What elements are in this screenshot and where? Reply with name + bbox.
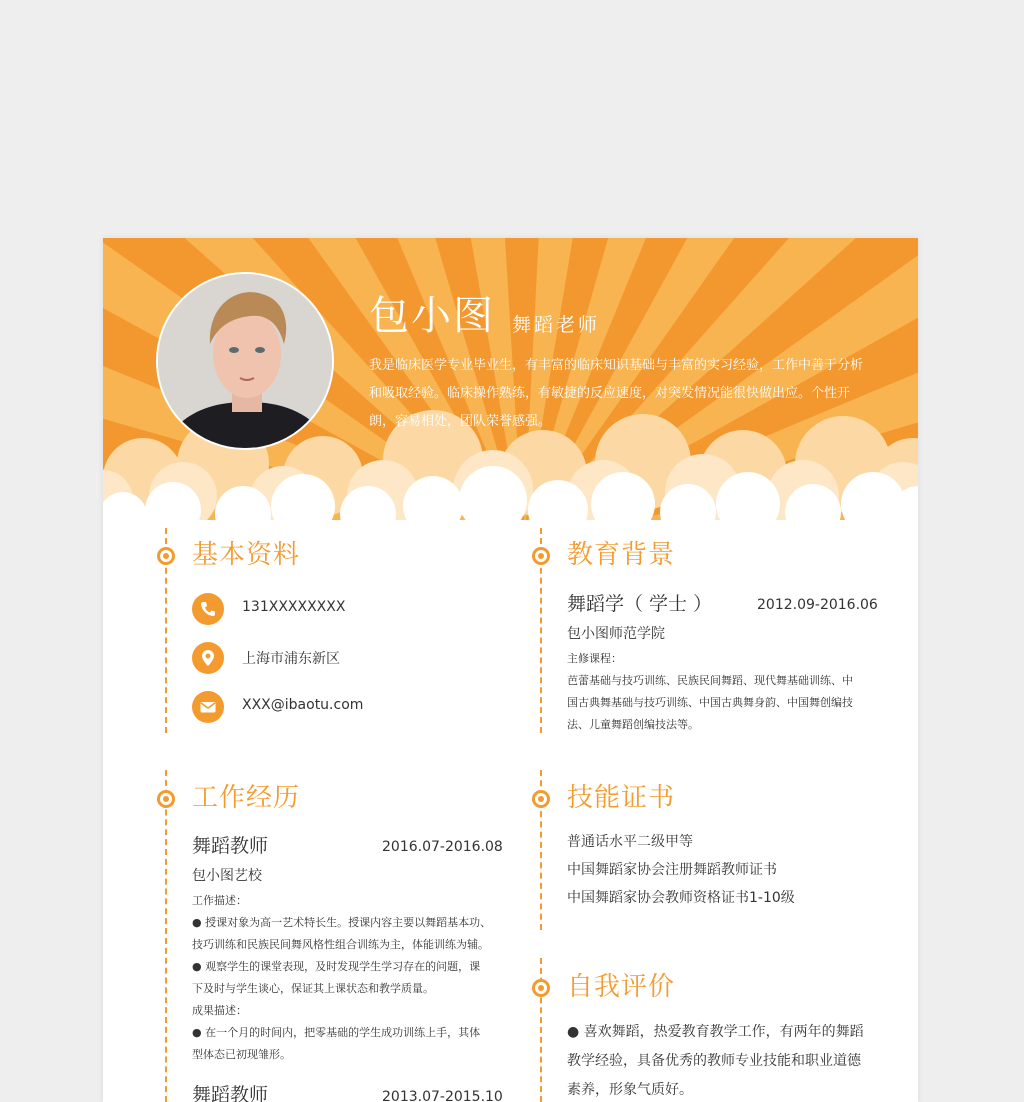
result-line: 型体态已初现雏形。 xyxy=(192,1048,291,1061)
school-name: 包小图师范学院 xyxy=(567,626,665,642)
section-marker-basic xyxy=(157,547,175,565)
section-title-self: 自我评价 xyxy=(567,972,676,1002)
intro-paragraph: 我是临床医学专业毕业生，有丰富的临床知识基础与丰富的实习经验，工作中善于分析和吸取经验。临床操作熟练，有敏捷的反应速度，对突发情况能很快做出应。个性开朗，容易相处，团队荣誉感强。 xyxy=(369,358,864,429)
person-name: 包小图 xyxy=(369,293,495,339)
timeline-line-work xyxy=(165,770,167,1102)
person-role: 舞蹈老师 xyxy=(512,314,601,336)
courses-line: 芭蕾基础与技巧训练、民族民间舞蹈、现代舞基础训练、中 xyxy=(567,674,853,687)
section-title-education: 教育背景 xyxy=(567,540,676,570)
resume-page xyxy=(103,238,918,1102)
result-label: 成果描述： xyxy=(192,1004,247,1017)
skill-item: 中国舞蹈家协会注册舞蹈教师证书 xyxy=(567,862,777,878)
job-title: 舞蹈教师 xyxy=(192,835,269,857)
skill-item: 中国舞蹈家协会教师资格证书1-10级 xyxy=(567,890,795,906)
result-line: ● 在一个月的时间内，把零基础的学生成功训练上手，其体 xyxy=(192,1026,481,1039)
section-marker-education xyxy=(532,547,550,565)
desc-line: ● 观察学生的课堂表现，及时发现学生学习存在的问题，课 xyxy=(192,960,481,973)
job-org: 包小图艺校 xyxy=(192,868,262,884)
email-text: XXX@ibaotu.com xyxy=(242,697,364,713)
desc-line: 技巧训练和民族民间舞风格性组合训练为主，体能训练为辅。 xyxy=(192,938,489,951)
courses-line: 法、儿童舞蹈创编技法等。 xyxy=(567,718,699,731)
skill-item: 普通话水平二级甲等 xyxy=(567,834,693,850)
mail-icon xyxy=(192,691,224,723)
job-date: 2013.07-2015.10 xyxy=(382,1089,503,1102)
section-marker-skills xyxy=(532,790,550,808)
section-marker-self xyxy=(532,979,550,997)
desc-label: 工作描述： xyxy=(192,894,247,907)
courses-line: 国古典舞基础与技巧训练、中国古典舞身韵、中国舞创编技 xyxy=(567,696,853,709)
phone-text: 131XXXXXXXX xyxy=(242,599,346,615)
desc-line: ● 授课对象为高一艺术特长生。授课内容主要以舞蹈基本功、 xyxy=(192,916,492,929)
job-title: 舞蹈教师 xyxy=(192,1084,269,1102)
phone-icon xyxy=(192,593,224,625)
section-title-work: 工作经历 xyxy=(192,783,301,813)
courses-block xyxy=(567,648,867,736)
section-title-skills: 技能证书 xyxy=(567,783,676,813)
header-banner xyxy=(103,238,918,528)
section-marker-work xyxy=(157,790,175,808)
education-date: 2012.09-2016.06 xyxy=(757,597,878,613)
location-pin-icon xyxy=(192,642,224,674)
job-date: 2016.07-2016.08 xyxy=(382,839,503,855)
address-text: 上海市浦东新区 xyxy=(242,651,340,667)
self-evaluation-text: ● 喜欢舞蹈，热爱教育教学工作，有两年的舞蹈教学经验，具备优秀的教师专业技能和职业道德素养，形象气质好。 xyxy=(567,1024,864,1098)
profile-photo xyxy=(156,272,334,450)
degree-title: 舞蹈学（ 学士 ） xyxy=(567,593,713,615)
job-description xyxy=(192,890,502,1066)
courses-label: 主修课程： xyxy=(567,652,622,665)
section-title-basic: 基本资料 xyxy=(192,540,301,570)
desc-line: 下及时与学生谈心，保证其上课状态和教学质量。 xyxy=(192,982,434,995)
